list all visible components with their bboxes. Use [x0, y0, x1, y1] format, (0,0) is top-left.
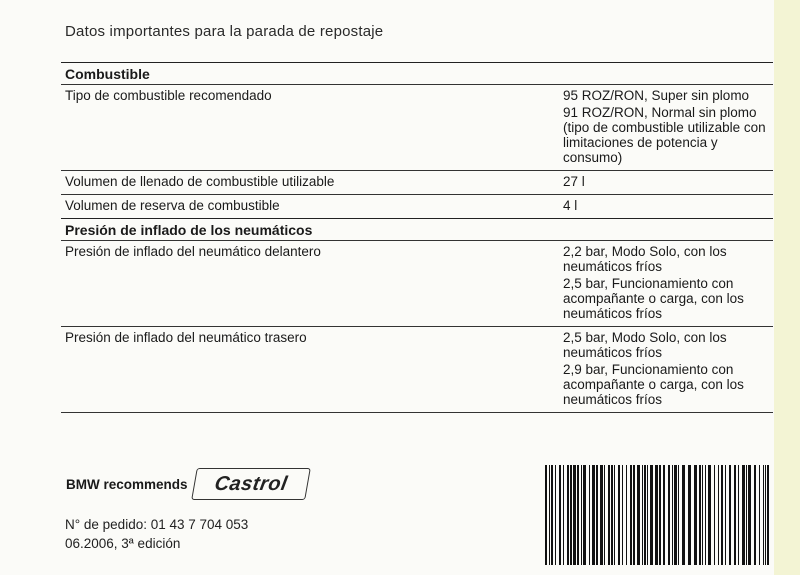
barcode-bar [668, 465, 670, 565]
value-line: 27 l [563, 174, 585, 189]
table-row [61, 326, 773, 412]
value-line: 2,5 bar, Funcionamiento con acompañante o carga, con los neumáticos fríos [563, 276, 744, 321]
barcode-bar [583, 465, 586, 565]
barcode-bar [611, 465, 613, 565]
barcode-bar [725, 465, 726, 565]
row-value [562, 171, 768, 194]
barcode-bar [573, 465, 576, 565]
value-line: 2,9 bar, Funcionamiento con acompañante o carga, con los neumáticos fríos [563, 362, 744, 407]
barcode-bar [563, 465, 564, 565]
barcode-bar [622, 465, 623, 565]
barcode-bar [674, 465, 677, 565]
barcode-bar [545, 465, 547, 565]
barcode-bar [705, 465, 706, 565]
barcode-bar [614, 465, 615, 565]
barcode-bar [581, 465, 582, 565]
barcode-bar [694, 465, 697, 565]
row-label: Presión de inflado del neumático delantero [65, 244, 321, 259]
barcode-bar [738, 465, 739, 565]
barcode-bar [630, 465, 632, 565]
table-row [61, 84, 773, 170]
table-bottom-rule [61, 412, 773, 413]
brand-block [66, 468, 308, 500]
barcode-bar [618, 465, 620, 565]
barcode-bar [655, 465, 658, 565]
barcode-bar [729, 465, 731, 565]
order-info [65, 515, 248, 553]
barcode-bar [549, 465, 550, 565]
row-label: Volumen de llenado de combustible utilizable [65, 174, 335, 189]
barcode-bar [767, 465, 769, 565]
barcode-bar [633, 465, 635, 565]
barcode-bar [742, 465, 745, 565]
row-label: Presión de inflado del neumático trasero [65, 330, 307, 345]
barcode-bar [642, 465, 643, 565]
barcode-bar [682, 465, 685, 565]
barcode-bar [592, 465, 595, 565]
row-value [562, 195, 768, 218]
edition: 06.2006, 3ª edición [65, 536, 181, 551]
barcode-bar [708, 465, 711, 565]
barcode-bar [659, 465, 661, 565]
barcode-bar [644, 465, 646, 565]
table-row [61, 170, 773, 194]
brand-text: BMW recommends [66, 476, 188, 492]
value-line: 2,2 bar, Modo Solo, con los neumáticos fríos [563, 244, 727, 274]
barcode-bar [570, 465, 572, 565]
barcode-bar [765, 465, 766, 565]
row-value [562, 241, 768, 326]
barcode-bar [714, 465, 715, 565]
section-title-tyre-pressure: Presión de inflado de los neumáticos [61, 218, 773, 240]
row-label: Tipo de combustible recomendado [65, 88, 272, 103]
barcode-bar [608, 465, 610, 565]
barcode-bar [763, 465, 764, 565]
barcode-bar [721, 465, 723, 565]
barcode-icon [545, 465, 771, 565]
table-row [61, 194, 773, 218]
barcode-bar [734, 465, 736, 565]
barcode-bar [702, 465, 703, 565]
row-label: Volumen de reserva de combustible [65, 198, 280, 213]
barcode-bar [718, 465, 719, 565]
barcode-bar [688, 465, 691, 565]
barcode-bar [589, 465, 590, 565]
order-number: N° de pedido: 01 43 7 704 053 [65, 517, 249, 532]
barcode-bar [754, 465, 756, 565]
barcode-bar [596, 465, 598, 565]
barcode-bar [600, 465, 603, 565]
value-line: 2,5 bar, Modo Solo, con los neumáticos fríos [563, 330, 727, 360]
barcode-bar [759, 465, 760, 565]
barcode-bar [699, 465, 701, 565]
barcode-bar [637, 465, 640, 565]
castrol-logo: Castrol [191, 468, 311, 500]
barcode-bar [650, 465, 653, 565]
value-line: 4 l [563, 198, 578, 213]
barcode-bar [672, 465, 673, 565]
barcode-bar [559, 465, 561, 565]
barcode-bar [551, 465, 553, 565]
row-value [562, 327, 768, 412]
row-value [562, 85, 768, 170]
barcode-bar [626, 465, 627, 565]
barcode-bar [604, 465, 605, 565]
value-line: 95 ROZ/RON, Super sin plomo [563, 88, 750, 103]
barcode-bar [748, 465, 751, 565]
value-line: 91 ROZ/RON, Normal sin plomo (tipo de combustible utilizable con limitaciones de potencia y consumo) [563, 105, 766, 165]
barcode-bar [678, 465, 679, 565]
barcode-bar [567, 465, 569, 565]
barcode-bar [647, 465, 648, 565]
barcode-bar [746, 465, 747, 565]
page-edge [774, 0, 800, 575]
section-title-fuel: Combustible [61, 62, 773, 84]
barcode-bar [555, 465, 556, 565]
fuel-data-table [61, 62, 773, 413]
barcode-bar [663, 465, 665, 565]
barcode-bar [577, 465, 579, 565]
table-row [61, 240, 773, 326]
page-title: Datos importantes para la parada de repostaje [65, 23, 384, 40]
